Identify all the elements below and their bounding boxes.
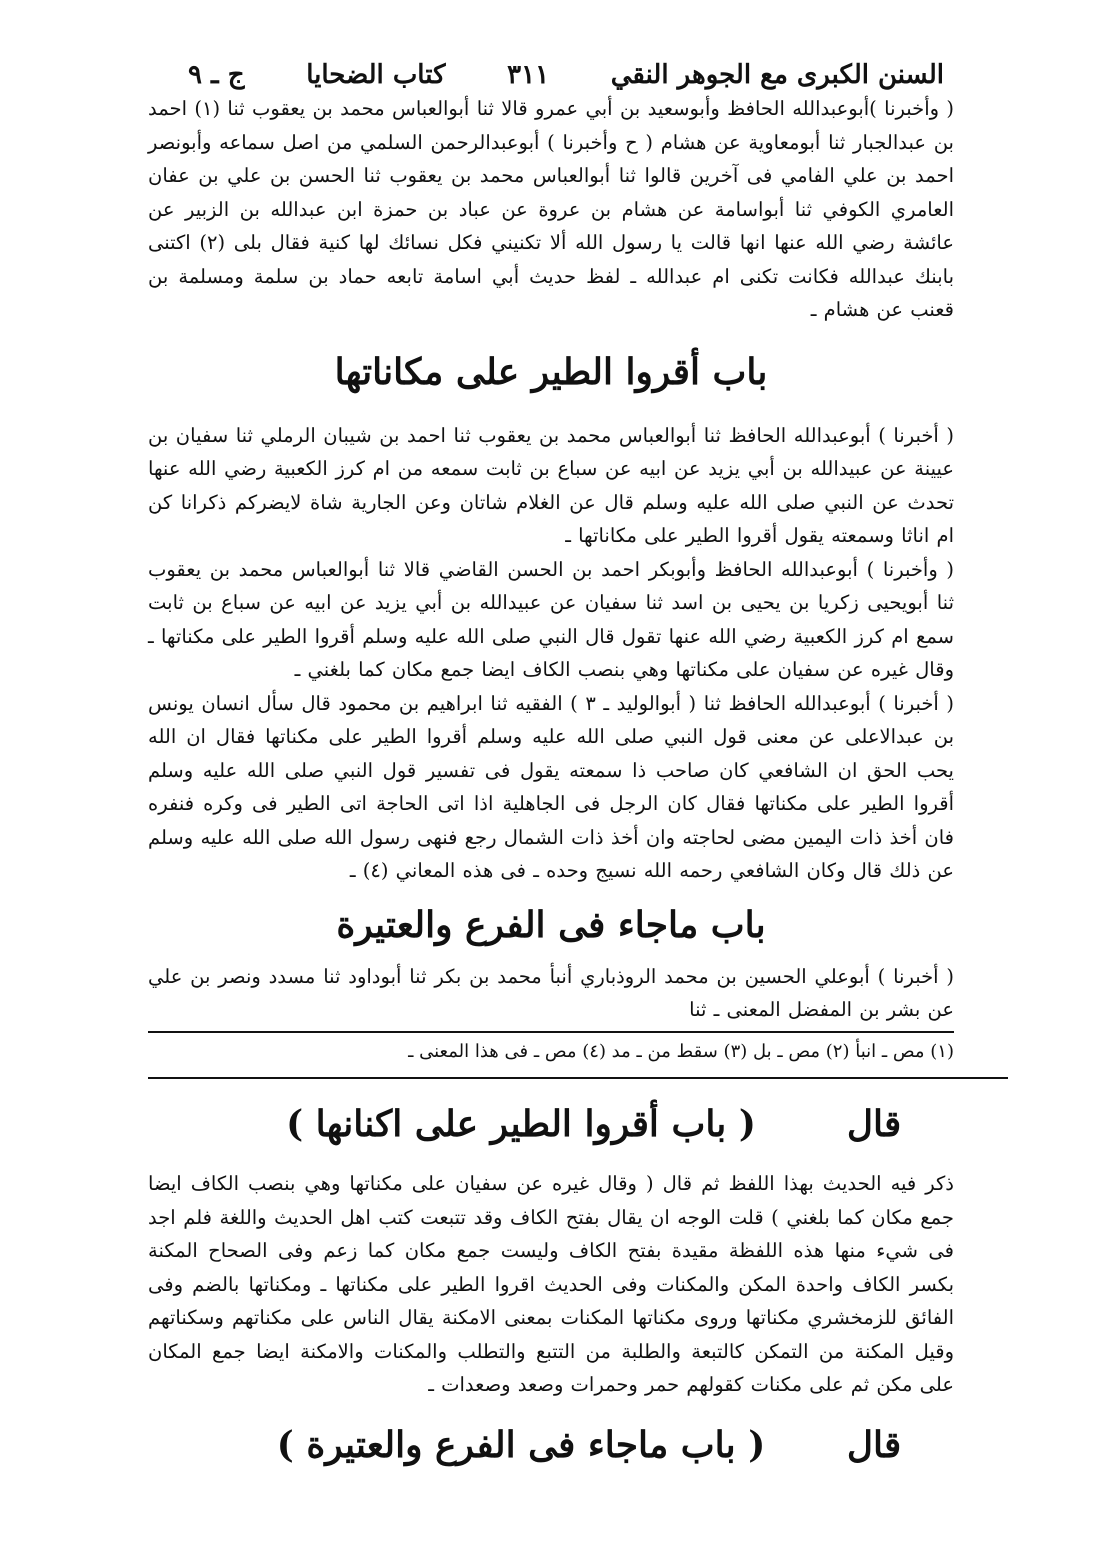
qal-label: قال [846, 1423, 902, 1466]
footnote-divider [148, 1031, 954, 1033]
qal-label: قال [846, 1103, 902, 1145]
volume-number: ج ـ ٩ [188, 60, 245, 90]
commentary-title-birds: ( باب أقروا الطير على اكنانها ) [286, 1103, 756, 1145]
section-heading-birds: باب أقروا الطير على مكاناتها [334, 350, 768, 393]
commentary-heading-1 [148, 1103, 954, 1145]
paragraph-birds-3: ( أخبرنا ) أبوعبدالله الحافظ ثنا ( أبوالوليد ـ ٣ ) الفقيه ثنا ابراهيم بن محمود قال سأل انسان يونس بن عبدالاعلى عن معنى قول النبي صلى الله عليه وسلم أقروا الطير على مكناتها فقال ان الله يحب الحق ان الشافعي كان صاحب ذا سمعته يقول فى تفسير قول النبي صلى الله عليه وسلم أقروا الطير على مكناتها فقال كان الرجل فى الجاهلية اذا اتى الحاجة اتى الطير فى وكره فنفره فان أخذ ذات اليمين مضى لحاجته وان أخذ ذات الشمال رجع فنهى رسول الله صلى الله عليه وسلم عن ذلك قال وكان الشافعي رحمه الله نسيج وحده ـ فى هذه المعاني (٤) ـ [148, 691, 954, 882]
page-number: ٣١١ [507, 60, 550, 90]
commentary-title-fara: ( باب ماجاء فى الفرع والعتيرة ) [276, 1423, 766, 1466]
commentary-heading-2 [148, 1424, 954, 1466]
section-heading-fara: باب ماجاء فى الفرع والعتيرة [336, 903, 766, 946]
paragraph-birds-2: ( وأخبرنا ) أبوعبدالله الحافظ وأبوبكر احمد بن الحسن القاضي قالا ثنا أبوالعباس محمد بن يعقوب ثنا أبويحيى زكريا بن يحيى بن اسد ثنا سفيان عن عبيدالله بن أبي يزيد عن ابيه عن سباع بن ثابت سمع ام كرز الكعبية رضي الله عنها تقول قال النبي صلى الله عليه وسلم أقروا الطير على مكناتها ـ وقال غيره عن سفيان على مكناتها وهي بنصب الكاف ايضا جمع مكان كما بلغني ـ [148, 557, 954, 681]
commentary-section [0, 1077, 1104, 1541]
commentary-paragraph: ذكر فيه الحديث بهذا اللفظ ثم قال ( وقال غيره عن سفيان على مكناتها وهي بنصب الكاف ايضا جمع مكان كما بلغني ) قلت الوجه ان يقال بفتح الكاف وقد تتبعت كتب اهل الحديث واللغة فلم اجد فى شيء منها هذه اللفظة مقيدة بفتح الكاف وليست جمع مكان كما زعم وفى الصحاح المكنة بكسر الكاف واحدة المكن والمكنات وفى الحديث اقروا الطير على مكناتها ـ ومكناتها بالضم وفى الفائق للزمخشري مكناتها وروى مكناتها المكنات بمعنى الامكنة يقال الناس على مكناتهم وسكناتهم وقيل المكنة من التمكن كالتبعة والطلبة من التتبع والتطلب والمكنات والامكنة ايضا جمع المكان على مكن ثم على مكنات كقولهم حمر وحمرات وصعد وصعدات ـ [148, 1172, 954, 1396]
footnotes: (١) مص ـ انبأ (٢) مص ـ بل (٣) سقط من ـ مد (٤) مص ـ فى هذا المعنى ـ [408, 1040, 954, 1062]
paragraph-fara-1: ( أخبرنا ) أبوعلي الحسين بن محمد الروذباري أنبأ محمد بن بكر ثنا أبوداود ثنا مسدد ونصر بن علي عن بشر بن المفضل المعنى ـ ثنا [148, 964, 954, 1021]
page-header [148, 58, 954, 92]
book-title: السنن الكبرى مع الجوهر النقي [610, 60, 944, 90]
chapter-title: كتاب الضحايا [306, 60, 446, 90]
paragraph-birds-1: ( أخبرنا ) أبوعبدالله الحافظ ثنا أبوالعباس محمد بن يعقوب ثنا احمد بن شيبان الرملي ثنا سفيان بن عيينة عن عبيدالله بن أبي يزيد عن ابيه عن سباع بن ثابت سمعه من ام كرز الكعبية رضي الله عنها تحدث عن النبي صلى الله عليه وسلم قال عن الغلام شاتان وعن الجارية شاة لايضركم ذكرانا كن ام اناثا وسمعته يقول أقروا الطير على مكاناتها ـ [148, 423, 954, 547]
paragraph-isnad-aisha: ( وأخبرنا )أبوعبدالله الحافظ وأبوسعيد بن أبي عمرو قالا ثنا أبوالعباس محمد بن يعقوب ثنا (١) احمد بن عبدالجبار ثنا أبومعاوية عن هشام ( ح وأخبرنا ) أبوعبدالرحمن السلمي من اصل سماعه وأبونصر احمد بن علي الفامي فى آخرين قالوا ثنا أبوالعباس محمد بن يعقوب ثنا الحسن بن علي بن عفان العامري الكوفي ثنا أبواسامة عن هشام بن عروة عن عباد بن حمزة ابن عبدالله بن الزبير عن عائشة رضي الله عنها انها قالت يا رسول الله ألا تكنيني فكل نسائك لها كنية فقال بلى (٢) اكتنى بابنك عبدالله فكانت تكنى ام عبدالله ـ لفظ حديث أبي اسامة تابعه حماد بن سلمة ومسلمة بن قعنب عن هشام ـ [148, 97, 955, 321]
